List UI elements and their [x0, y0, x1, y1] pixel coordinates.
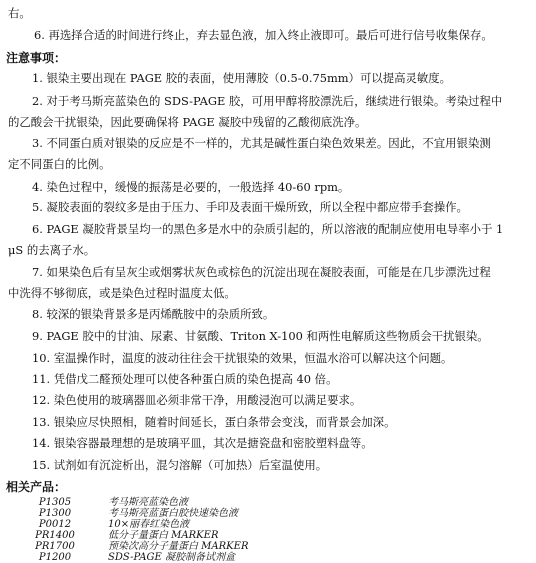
note-line: 6. PAGE 凝胶背景呈均一的黑色多是水中的杂质引起的，所以溶液的配制应使用电导率小于 1 — [32, 222, 504, 236]
note-line: 1. 银染主要出现在 PAGE 胶的表面，使用薄胶（0.5-0.75mm）可以提高灵敏度。 — [32, 71, 452, 85]
note-line: 3. 不同蛋白质对银染的反应是不一样的，尤其是碱性蛋白染色效果差。因此，不宜用银染测 — [32, 136, 491, 150]
intro-line: 右。 — [8, 6, 31, 20]
note-line: 15. 试剂如有沉淀析出，混匀溶解（可加热）后室温使用。 — [32, 458, 328, 472]
note-line: 12. 染色使用的玻璃器皿必须非常干净，用酸浸泡可以满足要求。 — [32, 393, 362, 407]
product-code: P1305 — [38, 497, 72, 508]
products-heading: 相关产品： — [6, 480, 67, 494]
note-line: 9. PAGE 胶中的甘油、尿素、甘氨酸、Triton X-100 和两性电解质这些物质会干扰银染。 — [32, 329, 489, 343]
note-line: 2. 对于考马斯亮蓝染色的 SDS-PAGE 胶，可用甲醇将胶漂洗后，继续进行银染。考染过程中 — [32, 94, 503, 108]
product-code: P0012 — [38, 519, 72, 530]
product-name: 考马斯亮蓝染色液 — [108, 497, 188, 508]
product-name: 10×丽春红染色液 — [108, 519, 190, 530]
note-line: μS 的去离子水。 — [8, 243, 96, 257]
notes-heading: 注意事项： — [6, 51, 67, 65]
note-line: 5. 凝胶表面的裂纹多是由于压力、手印及表面干燥所致，所以全程中都应带手套操作。 — [32, 200, 468, 214]
product-name: 预染次高分子量蛋白 MARKER — [108, 541, 249, 552]
note-line: 14. 银染容器最理想的是玻璃平皿，其次是搪瓷盘和密胶塑料盘等。 — [32, 436, 373, 450]
note-line: 10. 室温操作时，温度的波动往往会干扰银染的效果，恒温水浴可以解决这个问题。 — [32, 351, 453, 365]
note-line: 定不同蛋白的比例。 — [8, 157, 111, 171]
note-line: 7. 如果染色后有呈灰尘或烟雾状灰色或棕色的沉淀出现在凝胶表面，可能是在几步漂洗过程 — [32, 265, 491, 279]
product-name: SDS-PAGE 凝胶制备试剂盒 — [108, 552, 235, 563]
product-code: P1300 — [38, 508, 72, 519]
note-line: 的乙酸会干扰银染，因此要确保将 PAGE 凝胶中残留的乙酸彻底洗净。 — [8, 115, 367, 129]
intro-line: 6. 再选择合适的时间进行终止，弃去显色液，加入终止液即可。最后可进行信号收集保存。 — [34, 28, 493, 42]
note-line: 中洗得不够彻底，或是染色过程时温度太低。 — [8, 286, 236, 300]
note-line: 13. 银染应尽快照相，随着时间延长，蛋白条带会变浅，而背景会加深。 — [32, 415, 396, 429]
product-name: 考马斯亮蓝蛋白胶快速染色液 — [108, 508, 238, 519]
note-line: 11. 凭借戊二醛预处理可以使各种蛋白质的染色提高 40 倍。 — [32, 372, 338, 386]
product-code: P1200 — [38, 552, 72, 563]
product-code: PR1400 — [35, 530, 75, 541]
note-line: 4. 染色过程中，缓慢的振荡是必要的，一般选择 40-60 rpm。 — [32, 180, 350, 194]
product-name: 低分子量蛋白 MARKER — [108, 530, 219, 541]
product-code: PR1700 — [35, 541, 75, 552]
note-line: 8. 较深的银染背景多是丙烯酰胺中的杂质所致。 — [32, 307, 275, 321]
